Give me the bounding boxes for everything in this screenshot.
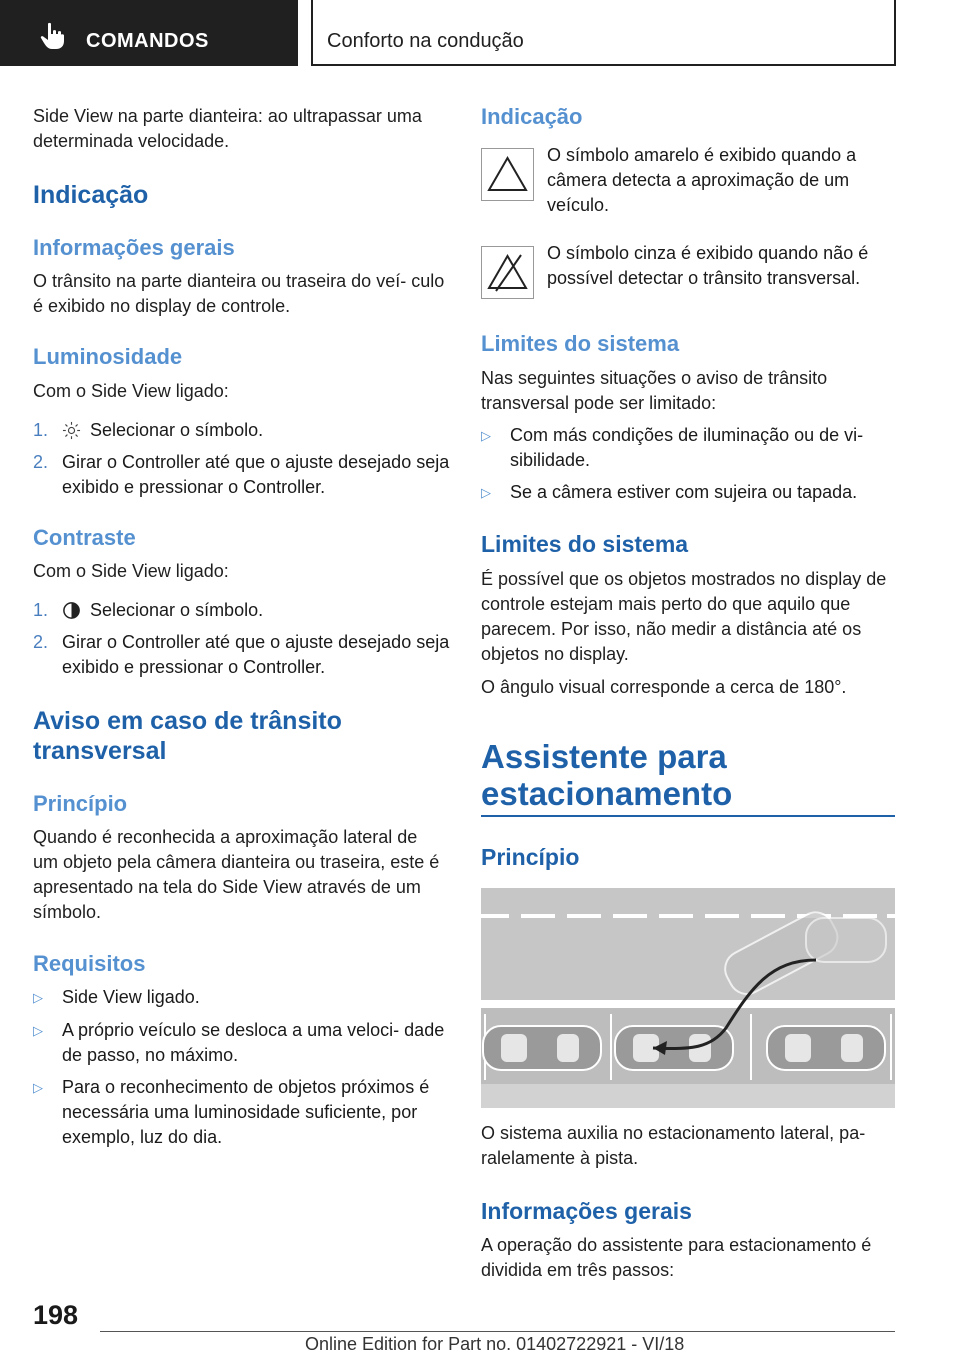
heading-indicacao: Indicação	[33, 181, 149, 209]
step-number: 1.	[33, 420, 49, 440]
heading-principio: Princípio	[33, 791, 128, 816]
step-number: 2.	[33, 452, 49, 472]
triangle-bullet-icon: ▷	[33, 1080, 43, 1095]
principio-text: Quando é reconhecida a aproximação lateral de um objeto pela câmera dianteira ou traseira, este é apresentado na tela do Side View através de um símbolo.	[33, 827, 440, 922]
lum-step-2	[33, 450, 450, 500]
heading-principio-right: Princípio	[481, 844, 580, 870]
heading-indicacao-right: Indicação	[481, 104, 583, 129]
grey-symbol-text: O símbolo cinza é exibido quando não é possível detectar o trânsito transversal.	[547, 243, 869, 288]
triangle-bullet-icon: ▷	[481, 485, 491, 500]
heading-assistente-1: Assistente para	[481, 738, 727, 775]
heading-limites-1: Limites do sistema	[481, 331, 680, 356]
list-item	[481, 423, 895, 473]
warning-triangle-icon	[482, 149, 533, 200]
list-item-text: Se a câmera estiver com sujeira ou tapada.	[510, 482, 858, 502]
hand-pointer-icon	[40, 22, 66, 50]
intro-paragraph: Side View na parte dianteira: ao ultrapassar uma determinada velocidade.	[33, 106, 422, 151]
step-number: 2.	[33, 632, 49, 652]
luminosidade-intro: Com o Side View ligado:	[33, 381, 229, 401]
list-item	[33, 1075, 447, 1150]
contrast-icon	[62, 601, 81, 620]
step-number: 1.	[33, 600, 49, 620]
step-text: Selecionar o símbolo.	[90, 420, 264, 440]
heading-info-gerais-right: Informações gerais	[481, 1198, 692, 1224]
heading-aviso-1: Aviso em caso de trânsito	[33, 707, 342, 735]
list-item	[33, 1018, 447, 1068]
triangle-bullet-icon: ▷	[33, 990, 43, 1005]
limites-2-angle: O ângulo visual corresponde a cerca de 180°.	[481, 677, 847, 697]
crossed-symbol-box	[481, 246, 534, 299]
limites-2-paragraph: É possível que os objetos mostrados no display de controle estejam mais perto do que aquilo que parecem. Por isso, não medir a distância até os objetos no display.	[481, 569, 887, 664]
list-item-text: Com más condições de iluminação ou de vi- sibilidade.	[510, 425, 864, 470]
step-text: Selecionar o símbolo.	[90, 600, 264, 620]
chapter-label: Conforto na condução	[327, 30, 524, 52]
footer-rule	[100, 1331, 895, 1332]
section-rule	[481, 815, 895, 817]
contraste-intro: Com o Side View ligado:	[33, 561, 229, 581]
footer-edition: Online Edition for Part no. 01402722921 - VI/18	[305, 1334, 685, 1354]
page-number: 198	[33, 1300, 79, 1330]
list-item-text: A próprio veículo se desloca a uma veloci- dade de passo, no máximo.	[62, 1020, 445, 1065]
con-step-1	[33, 598, 447, 623]
chapter-tab	[311, 0, 896, 66]
triangle-bullet-icon: ▷	[33, 1023, 43, 1038]
list-item-text: Side View ligado.	[62, 987, 200, 1007]
section-label: COMANDOS	[86, 30, 209, 52]
heading-luminosidade: Luminosidade	[33, 344, 183, 369]
heading-assistente-2: estacionamento	[481, 775, 733, 812]
lum-step-1	[33, 418, 447, 443]
yellow-symbol-text: O símbolo amarelo é exibido quando a câmera detecta a aproximação de um veículo.	[547, 145, 857, 215]
step-text: Girar o Controller até que o ajuste desejado seja exibido e pressionar o Controller.	[62, 452, 450, 497]
heading-requisitos: Requisitos	[33, 951, 146, 976]
limites-1-intro: Nas seguintes situações o aviso de trânsito transversal pode ser limitado:	[481, 368, 828, 413]
con-step-2	[33, 630, 450, 680]
section-tab	[0, 0, 298, 66]
heading-contraste: Contraste	[33, 525, 136, 550]
heading-limites-2: Limites do sistema	[481, 531, 689, 557]
parking-diagram-image	[481, 888, 895, 1108]
heading-info-gerais: Informações gerais	[33, 235, 235, 260]
list-item	[33, 985, 447, 1010]
list-item	[481, 480, 895, 505]
info-gerais-right-text: A operação do assistente para estacionamento é dividida em três passos:	[481, 1235, 872, 1280]
step-text: Girar o Controller até que o ajuste desejado seja exibido e pressionar o Controller.	[62, 632, 450, 677]
list-item-text: Para o reconhecimento de objetos próximos é necessária uma luminosidade suficiente, por exemplo, luz do dia.	[62, 1077, 430, 1147]
parking-illustration	[481, 888, 895, 1108]
triangle-bullet-icon: ▷	[481, 428, 491, 443]
warning-symbol-box	[481, 148, 534, 201]
brightness-icon	[62, 421, 81, 440]
heading-aviso-2: transversal	[33, 737, 167, 765]
principio-right-text: O sistema auxilia no estacionamento lateral, pa- ralelamente à pista.	[481, 1123, 866, 1168]
warning-crossed-icon	[482, 247, 533, 298]
info-gerais-text: O trânsito na parte dianteira ou traseira do veí- culo é exibido no display de controle.	[33, 271, 445, 316]
